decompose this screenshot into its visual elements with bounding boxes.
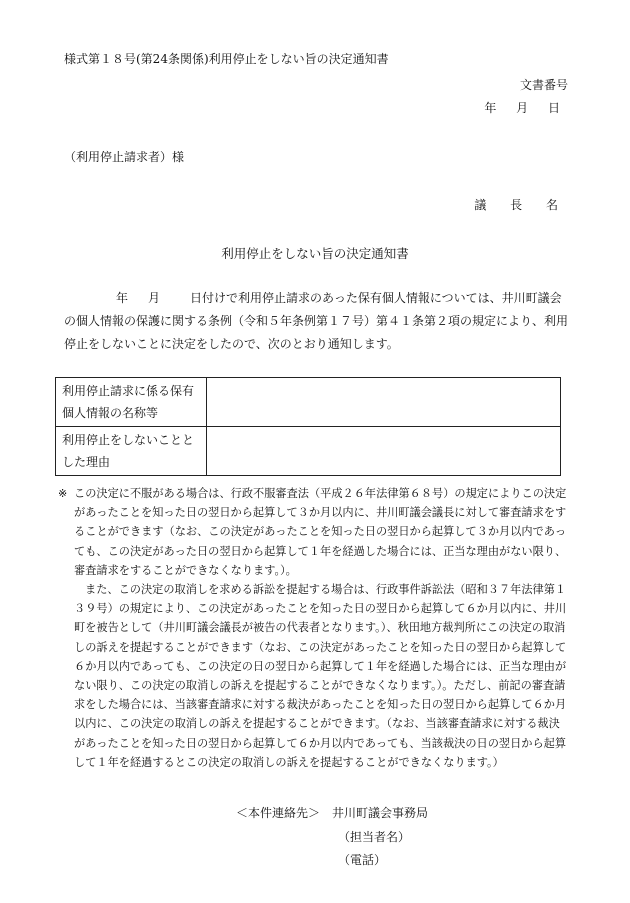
table-label-info-name: 利用停止請求に係る保有個人情報の名称等 (56, 378, 207, 427)
chair-name: 議 長 名 (474, 198, 568, 212)
contact-person: （担当者名） (338, 830, 411, 844)
table-value-reason (207, 427, 561, 476)
contact-line: ＜本件連絡先＞ 井川町議会事務局 (236, 806, 429, 820)
table-row (56, 378, 561, 427)
table-label-reason: 利用停止をしないこととした理由 (56, 427, 207, 476)
note-paragraph-2: また、この決定の取消しを求める訴訟を提起する場合は、行政事件訴訟法（昭和３７年法律第１３９号）の規定により、この決定があったことを知った日の翌日から起算して６か月以内に、井川町を被告として（井川町議会議長が被告の代表者となります。）、秋田地方裁判所にこの決定の取消しの訴えを提起することができます（なお、この決定があったことを知った日の翌日から起算して６か月以内であっても、この決定の日の翌日から起算して１年を経過した場合には、正当な理由がない限り、この決定の取消しの訴えを提起することができなくなります。）。ただし、前記の審査請求をした場合には、当該審査請求に対する裁決があったことを知った日の翌日から起算して６か月以内に、この決定の取消しの訴えを提起することができます。（なお、当該審査請求に対する裁決があったことを知った日の翌日から起算して６か月以内であっても、当該裁決の日の翌日から起算して１年を経過するとこの決定の取消しの訴えを提起することができなくなります。） (74, 583, 567, 769)
notes (58, 484, 568, 772)
document-number: 文書番号 (519, 78, 568, 92)
note-paragraph-1 (58, 484, 568, 580)
body-text: 日付けで利用停止請求のあった保有個人情報については、井川町議会の個人情報の保護に関する条例（令和５年条例第１７号）第４１条第２項の規定により、利用停止をしないことに決定をしたので、次のとおり通知します。 (64, 291, 569, 351)
body-year: 年 (116, 291, 129, 305)
document-title: 利用停止をしない旨の決定通知書 (221, 246, 409, 261)
body-paragraph (64, 287, 570, 356)
contact-phone: （電話） (338, 853, 387, 867)
date-line: 年 月 日 (484, 101, 568, 115)
body-month: 月 (148, 291, 161, 305)
note-mark: ※ (58, 487, 68, 500)
addressee: （利用停止請求者）様 (64, 150, 185, 164)
table-value-info-name (207, 378, 561, 427)
info-table (55, 377, 561, 476)
table-row (56, 427, 561, 476)
note-text-1: この決定に不服がある場合は、行政不服審査法（平成２６年法律第６８号）の規定によりこの決定があったことを知った日の翌日から起算して３か月以内に、井川町議会議長に対して審査請求をすることができます（なお、この決定があったことを知った日の翌日から起算して３か月以内であっても、この決定があった日の翌日から起算して１年を経過した場合には、正当な理由がない限り、審査請求をすることができなくなります。）。 (74, 487, 567, 577)
form-label: 様式第１８号(第24条関係)利用停止をしない旨の決定通知書 (64, 52, 389, 66)
